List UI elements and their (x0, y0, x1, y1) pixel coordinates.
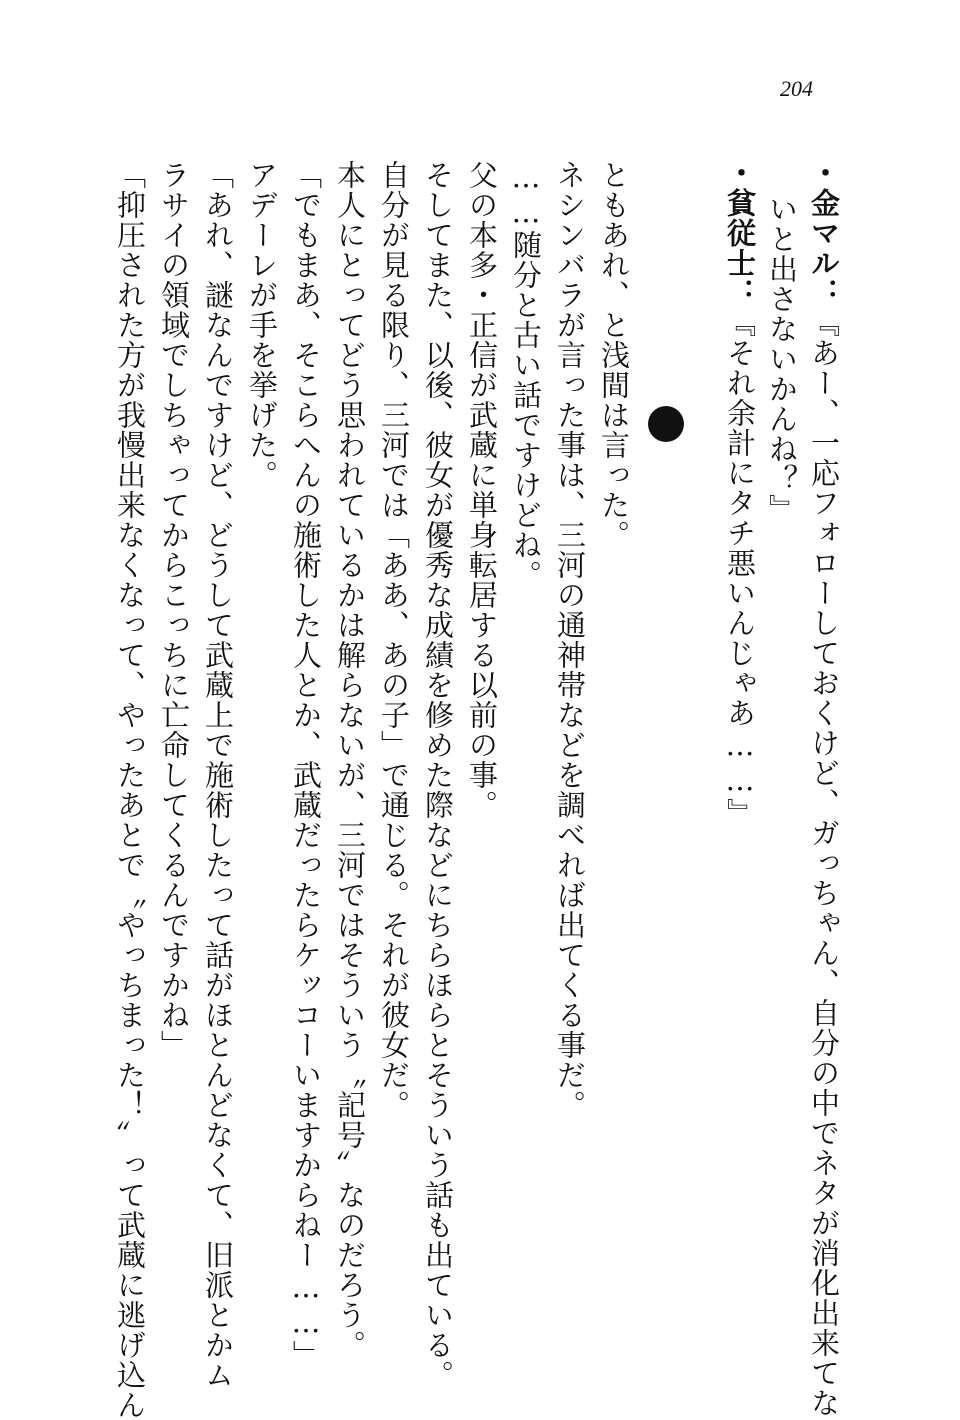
narrative-line-9: アデーレが手を挙げた。 (245, 160, 279, 490)
narrative-line-12: 「抑圧された方が我慢出来なくなって、やったあとで〝やっちまった！〟って武蔵に逃げ込ん (113, 160, 147, 1420)
narrative-line-1: ともあれ、と浅間は言った。 (597, 160, 631, 550)
dialogue-line-2 (764, 194, 800, 524)
narrative-line-5: そしてまた、以後、彼女が優秀な成績を修めた際などにちらほらとそういう話も出ている。 (421, 160, 455, 1390)
narrative-line-6: 自分が見る限り、三河では「ああ、あの子」で通じる。それが彼女だ。 (377, 160, 411, 1120)
narrative-line-3: ……随分と古い話ですけどね。 (509, 160, 543, 590)
narrative-line-2: ネシンバラが言った事は、三河の通神帯などを調べれば出てくる事だ。 (553, 160, 587, 1120)
dialogue-line-3 (722, 158, 758, 828)
dialogue-text: 『それ余計にタチ悪いんじゃあ……』 (723, 308, 757, 828)
dialogue-text: 『あー、一応フォローしておくけど、ガっちゃん、自分の中でネタが消化出来てな (807, 308, 841, 1418)
page-number: 204 (780, 76, 813, 101)
speaker-label: ・金マル： (807, 158, 841, 308)
narrative-line-10: 「あれ、謎なんですけど、どうして武蔵上で施術したって話がほとんどなくて、旧派とかム (201, 160, 235, 1390)
narrative-line-7: 本人にとってどう思われているかは解らないが、三河ではそういう〝記号〟なのだろう。 (333, 160, 367, 1360)
narrative-line-11: ラサイの領域でしちゃってからこっちに亡命してくるんですかね」 (157, 160, 191, 1060)
dialogue-text: いと出さないかんね？』 (765, 194, 799, 524)
narrative-line-4: 父の本多・正信が武蔵に単身転居する以前の事。 (465, 160, 499, 820)
narrative-line-8: 「でもまあ、そこらへんの施術した人とか、武蔵だったらケッコーいますからねー……」 (289, 160, 323, 1370)
speaker-label: ・貧従士： (723, 158, 757, 308)
dialogue-line-1 (806, 158, 842, 1418)
section-break-bullet (648, 406, 684, 442)
